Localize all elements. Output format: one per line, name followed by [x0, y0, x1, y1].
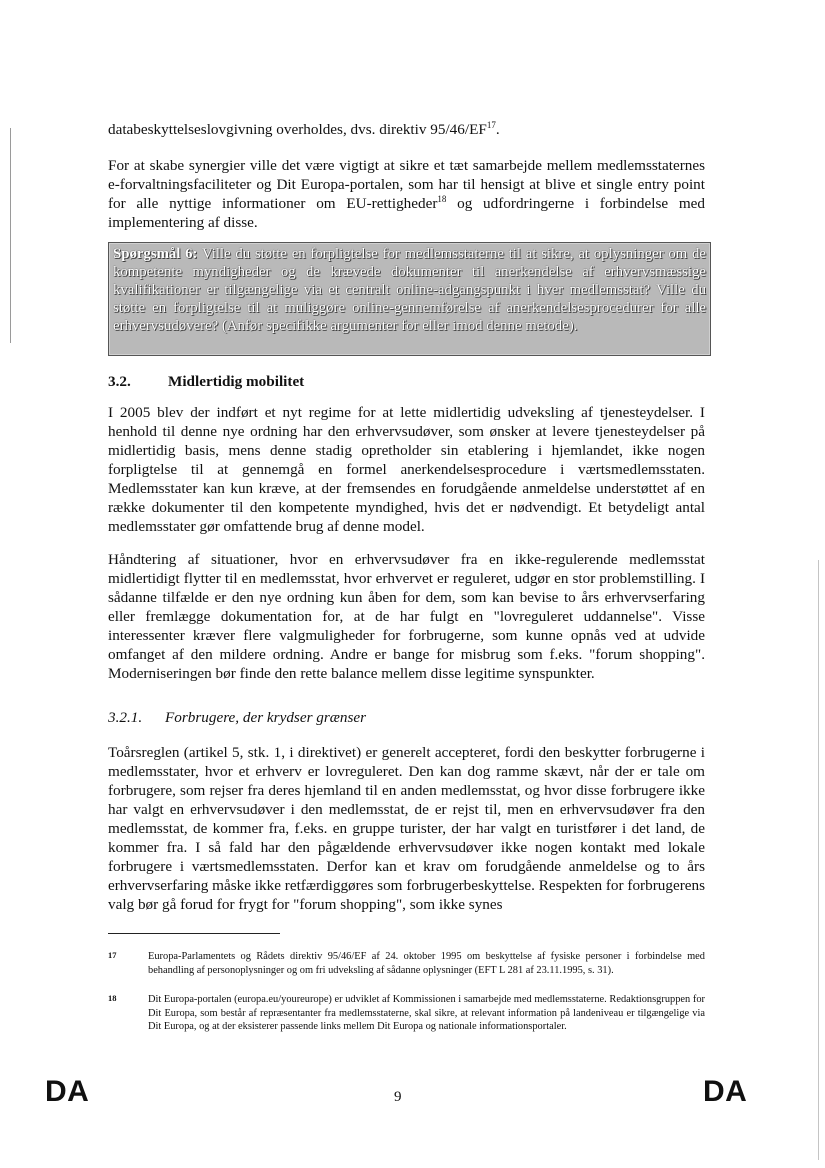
footnote-ref-18[interactable]: 18	[437, 194, 447, 204]
lead-fragment-text: databeskyttelseslovgivning overholdes, dvs. direktiv 95/46/EF	[108, 121, 487, 138]
footnote-18-mark: 18	[108, 993, 117, 1003]
synergies-paragraph	[108, 156, 705, 232]
section-3-2-1-number: 3.2.1.	[108, 709, 143, 726]
section-3-2-number: 3.2.	[108, 373, 131, 390]
footer-language-left: DA	[45, 1075, 90, 1108]
section-3-2-1-heading	[108, 709, 366, 727]
footnote-ref-17[interactable]: 17	[486, 120, 496, 130]
paragraph-2005-regime: I 2005 blev der indført et nyt regime for at lette midlertidig udveksling af tjenesteydelser. I henhold til denne nye ordning har den erhvervsudøver, som ønsker at levere tjenesteydelser på midlertidig basis, mens denne stadig opretholder sin etablering i hjemlandet, ikke nogen forpligtelse til at gennemgå en formel anerkendelsesprocedure i værtsmedlemsstaten. Medlemsstater kan kun kræve, at der fremsendes en forudgående anmeldelse understøttet af en række dokumenter til den kompetente myndighed, hvis det er nødvendigt. Et betydeligt antal medlemsstater gør omfattende brug af denne model.	[108, 404, 705, 535]
footnote-separator	[108, 933, 280, 934]
question-6-text	[113, 245, 706, 335]
question-6-box	[108, 242, 711, 356]
section-3-2-heading	[108, 373, 304, 391]
footnote-18-text: Dit Europa-portalen (europa.eu/youreurope) er udviklet af Kommissionen i samarbejde med medlemsstaterne. Redaktionsgruppen for Dit Europa, som består af repræsentanter fra medlemsstaterne, skal sikre, at relevant information på landeniveau er tilgængelige via Dit Europa, og at der eksisterer passende links mellem Dit Europa og nationale informationsportaler.	[148, 994, 705, 1032]
paragraph-toarsreglen: Toårsreglen (artikel 5, stk. 1, i direktivet) er generelt accepteret, fordi den beskytter forbrugerne i medlemsstater, hvor et erhverv er lovreguleret. Den kan dog ramme skævt, når der er tale om forbrugere, som rejser fra deres hjemland til en anden medlemsstat, og hvor disse forbrugere ikke har valgt en erhvervsudøver i den medlemsstat, de er rejst til, men en erhvervsudøver fra den medlemsstat, de kommer fra, f.eks. en gruppe turister, der har valgt en turistfører i det land, de kommer fra. I så fald har den pågældende erhvervsudøver ikke nogen kontakt med lokale forbrugere i værtsmedlemsstaten. Derfor kan et krav om forudgående anmeldelse og to års erhvervserfaring måske ikke retfærdiggøres som forbrugerbeskyttelse. Respekten for forbrugerens valg bør gå forud for frygt for "forum shopping", som ikke synes	[108, 744, 705, 913]
footnote-17	[108, 950, 705, 977]
scan-left-edge-line	[10, 128, 11, 343]
lead-fragment-paragraph	[108, 120, 705, 139]
footer-language-right: DA	[703, 1075, 748, 1108]
lead-fragment-end: .	[495, 121, 500, 138]
synergies-text-part2: og udfordringerne i forbindelse med implementering af disse.	[108, 195, 705, 231]
page-number: 9	[394, 1089, 402, 1105]
section-3-2-title: Midlertidig mobilitet	[168, 373, 305, 390]
footnote-17-text: Europa-Parlamentets og Rådets direktiv 95/46/EF af 24. oktober 1995 om beskyttelse af fysiske personer i forbindelse med behandling af personoplysninger og om fri udveksling af sådanne oplysninger (EFT L 281 af 23.11.1995, s. 31).	[148, 951, 705, 976]
footnote-17-mark: 17	[108, 950, 117, 960]
footnote-18	[108, 993, 705, 1034]
paragraph-handtering: Håndtering af situationer, hvor en erhvervsudøver fra en ikke-regulerende medlemsstat midlertidigt flytter til en medlemsstat, hvor erhvervet er reguleret, udgør en stor problemstilling. I sådanne tilfælde er den nye ordning kun åben for dem, som kan bevise to års erhvervserfaring eller fremlægge dokumentation for, at de har fulgt en "lovreguleret uddannelse". Visse interessenter kræver flere valgmuligheder for forbrugerne, som kunne opnås ved at udvide omfanget af den mildere ordning. Andre er bange for misbrug som f.eks. "forum shopping". Moderniseringen bør finde den rette balance mellem disse legitime synspunkter.	[108, 551, 705, 682]
section-3-2-1-title: Forbrugere, der krydser grænser	[165, 709, 367, 726]
scan-right-edge-line	[818, 560, 819, 1160]
question-6-body: Ville du støtte en forpligtelse for medlemsstaterne til at sikre, at oplysninger om de kompetente myndigheder og de krævede dokumenter til anerkendelse af erhvervsmæssige kvalifikationer er tilgængelige via et centralt online-adgangspunkt i hver medlemsstat? Ville du støtte en forpligtelse til at muliggøre online-gennemførelse af anerkendelsesprocedurer for alle erhvervsudøvere? (Anfør specifikke argumenter for eller imod denne metode).	[113, 246, 706, 334]
synergies-text-part1: For at skabe synergier ville det være vigtigt at sikre et tæt samarbejde mellem medlemsstaternes e-forvaltningsfaciliteter og Dit Europa-portalen, som har til hensigt at blive et single entry point for alle nyttige informationer om EU-rettigheder	[108, 157, 705, 212]
question-6-label: Spørgsmål 6:	[113, 246, 198, 262]
